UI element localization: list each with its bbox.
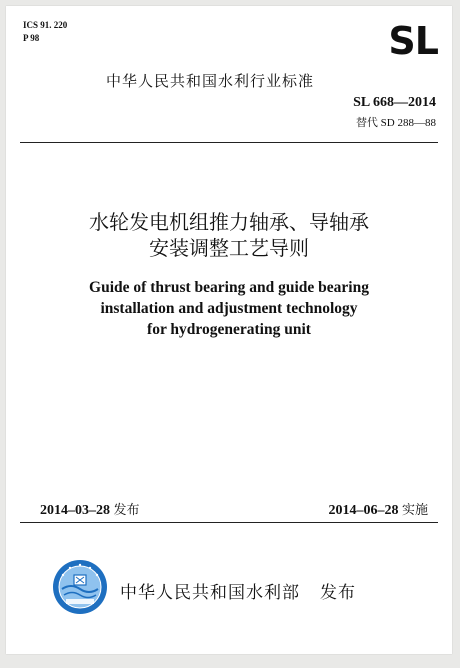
standard-title: 中华人民共和国水利行业标准 bbox=[106, 72, 315, 90]
effective-label: 实施 bbox=[401, 503, 428, 518]
footer-divider bbox=[20, 522, 438, 523]
chinese-title-line-2: 安装调整工艺导则 bbox=[149, 236, 309, 260]
issue-date: 2014–03–28 bbox=[40, 503, 110, 518]
publish-label: 发布 bbox=[320, 583, 356, 603]
issue-date-block bbox=[40, 499, 140, 519]
chinese-title-line-1: 水轮发电机组推力轴承、导轴承 bbox=[89, 210, 369, 234]
english-title-line-3: for hydrogenerating unit bbox=[147, 321, 311, 338]
header-divider bbox=[20, 142, 438, 143]
p-code: P 98 bbox=[23, 33, 40, 43]
ministry-name: 中华人民共和国水利部 bbox=[120, 583, 300, 603]
standard-number: SL 668—2014 bbox=[353, 95, 436, 110]
issue-label: 发布 bbox=[113, 503, 140, 518]
effective-date: 2014–06–28 bbox=[328, 503, 399, 518]
ministry-seal-icon bbox=[52, 559, 108, 615]
effective-date-block bbox=[328, 499, 428, 519]
english-title-line-1: Guide of thrust bearing and guide bearing bbox=[89, 279, 369, 296]
sl-logo: SL bbox=[388, 19, 438, 63]
cover-page bbox=[6, 6, 452, 654]
ics-code: ICS 91. 220 bbox=[23, 20, 68, 30]
english-title-line-2: installation and adjustment technology bbox=[100, 300, 358, 317]
replaces-standard: 替代 SD 288—88 bbox=[355, 117, 436, 129]
